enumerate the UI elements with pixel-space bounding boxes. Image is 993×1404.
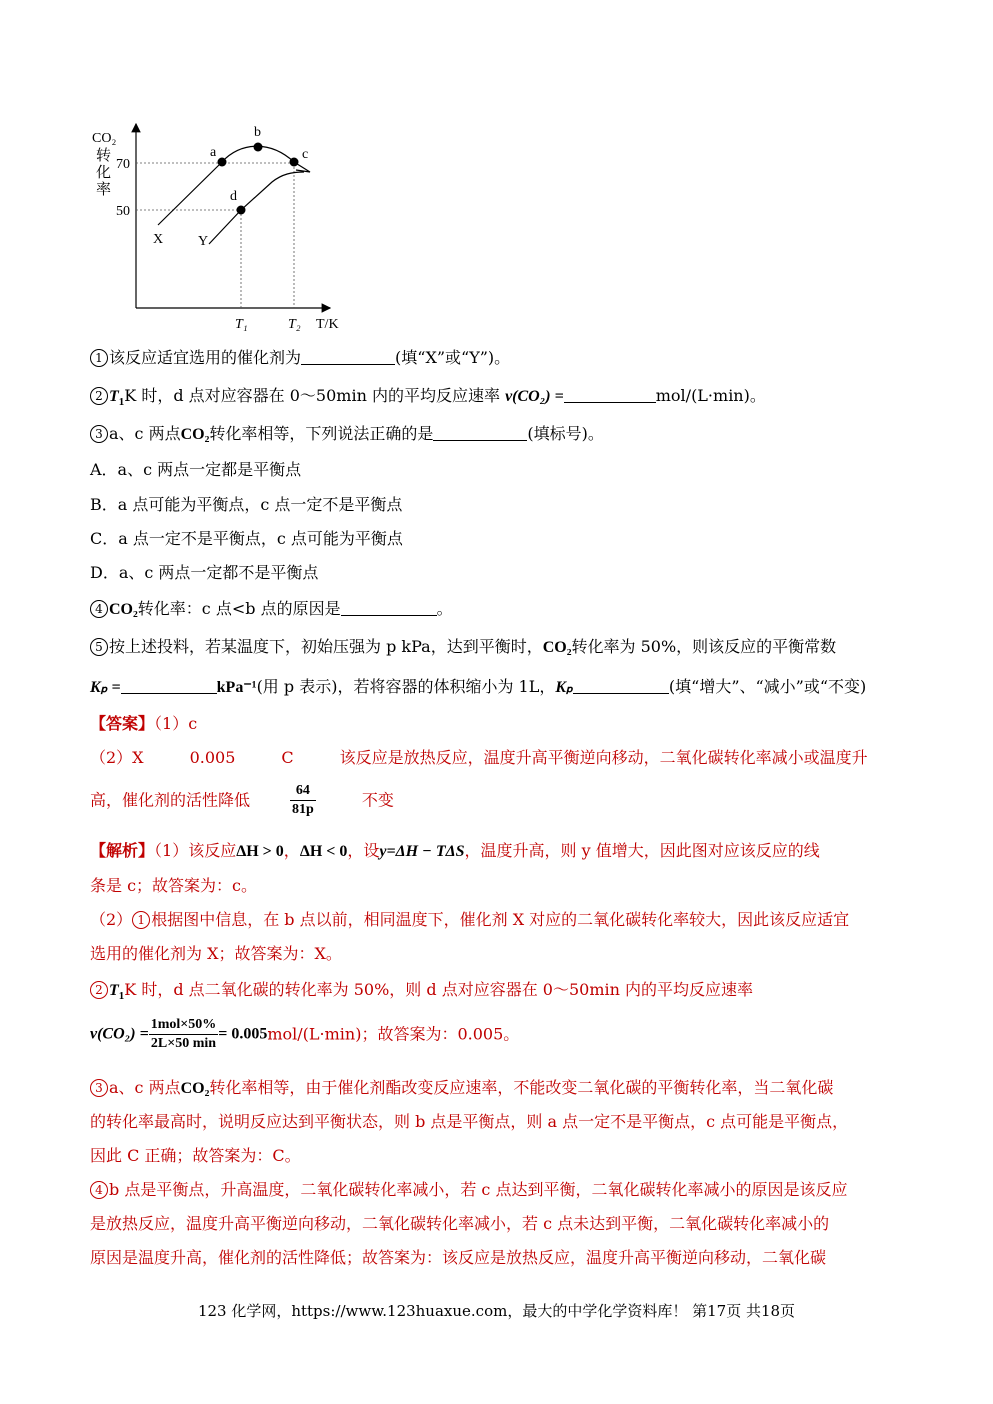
y-tick-70: 70 [116, 157, 130, 172]
question-4: 4 CO₂转化率：c 点<b 点的原因是 。 [90, 599, 453, 620]
answer-3: 高，催化剂的活性降低 $\frac{64}{81p}$ 不变 [90, 783, 394, 817]
label-a: a [210, 145, 217, 160]
analysis-10: 4 b 点是平衡点，升高温度，二氧化碳转化率减小，若 c 点达到平衡，二氧化碳转化率减小的原因是该反应 [90, 1180, 847, 1200]
analysis-3: （2） 1 根据图中信息，在 b 点以前，相同温度下，催化剂 X 对应的二氧化碳转化率较大，因此该反应适宜 [90, 910, 850, 929]
x-tick-t2: T₂ [288, 317, 301, 332]
analysis-8: 的转化率最高时，说明反应达到平衡状态，则 b 点是平衡点，则 a 点一定不是平衡点，c 点可能是平衡点， [90, 1112, 849, 1131]
answer-2: （2）X 0.005 C 该反应是放热反应，温度升高平衡逆向移动，二氧化碳转化率减小或温度升 [90, 748, 868, 767]
point-c [290, 158, 299, 167]
analysis-11: 是放热反应，温度升高平衡逆向移动，二氧化碳转化率减小，若 c 点未达到平衡，二氧化碳转化率减小的 [90, 1214, 830, 1233]
label-d: d [230, 189, 237, 204]
question-5-cont: Kₚ = kPa⁻¹(用 p 表示)，若将容器的体积缩小为 1L，Kₚ (填“增大”、“减小”或“不变) [90, 677, 867, 696]
label-b: b [254, 125, 261, 140]
curve-x [158, 146, 310, 225]
question-3: 3 a、c 两点CO₂转化率相等，下列说法正确的是 (填标号)。 [90, 424, 604, 445]
option-c: C．a 点一定不是平衡点，c 点可能为平衡点 [90, 529, 403, 548]
analysis-7: 3 a、c 两点CO₂转化率相等，由于催化剂酯改变反应速率，不能改变二氧化碳的平衡转化率，当二氧化碳 [90, 1078, 833, 1099]
option-d: D．a、c 两点一定都不是平衡点 [90, 563, 319, 582]
y-tick-50: 50 [116, 204, 130, 219]
option-b: B．a 点可能为平衡点，c 点一定不是平衡点 [90, 495, 403, 514]
label-y: Y [198, 234, 209, 249]
analysis-9: 因此 C 正确；故答案为：C。 [90, 1146, 301, 1165]
analysis-4: 选用的催化剂为 X；故答案为：X。 [90, 944, 342, 963]
question-1: 1 该反应适宜选用的催化剂为 (填“X”或“Y”)。 [90, 348, 510, 368]
analysis-5: 2 $T_1K$ 时，d 点二氧化碳的转化率为 50%，则 d 点对应容器在 0～50min 内的平均反应速率 [90, 980, 753, 1006]
point-d [237, 206, 246, 215]
analysis-6: v(CO₂) = $\frac{\text{1mol×50\%}}{2L\times 50 \min}$ = 0.005mol/(L·min)；故答案为：0.005。 [90, 1017, 520, 1051]
page-footer: 123 化学网，https://www.123huaxue.com，最大的中学化学资料库！ 第17页 共18页 [197, 1302, 796, 1320]
point-b [254, 143, 263, 152]
label-x: X [153, 232, 164, 247]
point-a [218, 158, 227, 167]
x-tick-t1: T₁ [235, 317, 248, 332]
x-axis-title: T/K [316, 317, 339, 332]
curve-y [209, 172, 304, 244]
y-title-0: CO₂ [92, 131, 117, 146]
analysis-12: 原因是温度升高，催化剂的活性降低；故答案为：该反应是放热反应，温度升高平衡逆向移动，二氧化碳 [90, 1248, 827, 1267]
conversion-graph [85, 118, 345, 336]
label-c: c [302, 147, 309, 162]
option-a: A．a、c 两点一定都是平衡点 [90, 460, 302, 479]
y-title-3: 率 [96, 182, 112, 198]
y-title-1: 转 [96, 148, 112, 164]
question-2: 2 $T_1K$ 时，d 点对应容器在 0～50min 内的平均反应速率 v(CO₂) = mol/(L·min)。 [90, 386, 766, 412]
analysis-2: 条是 c；故答案为：c。 [90, 876, 258, 895]
answer-line: 【答案】（1）c [90, 714, 198, 733]
analysis-1: 【解析】（1）该反应ΔH > 0，ΔH < 0，设y=ΔH − TΔS，温度升高，则 y 值增大，因此图对应该反应的线 [90, 841, 820, 860]
question-5: 5 按上述投料，若某温度下，初始压强为 p kPa，达到平衡时，CO₂转化率为 50%，则该反应的平衡常数 [90, 637, 836, 658]
y-title-2: 化 [96, 165, 112, 181]
